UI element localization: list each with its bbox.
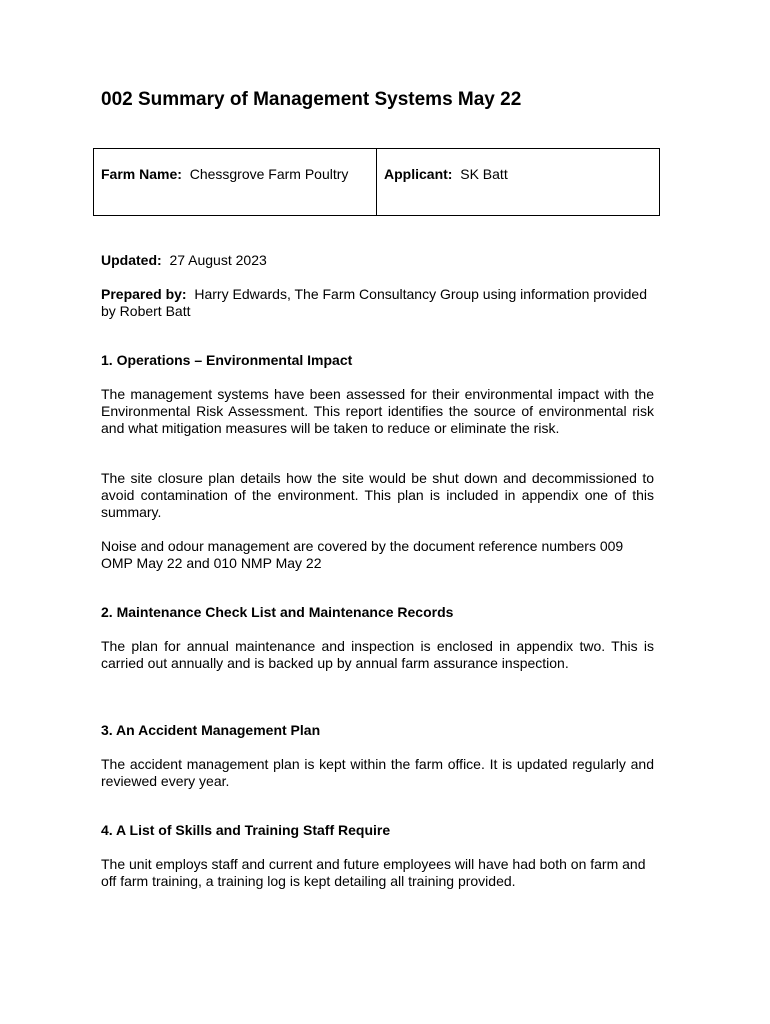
updated-label: Updated:	[101, 252, 162, 268]
prepared-by-line	[101, 286, 654, 320]
prepared-by-value: Harry Edwards, The Farm Consultancy Group using information provided by Robert Batt	[101, 286, 647, 319]
farm-name-cell	[94, 149, 377, 215]
prepared-by-label: Prepared by:	[101, 286, 187, 302]
section-2-heading: 2. Maintenance Check List and Maintenance Records	[101, 604, 454, 620]
section-1-paragraph-2: The site closure plan details how the site would be shut down and decommissioned to avoid contamination of the environment. This plan is included in appendix one of this summary.	[101, 470, 654, 520]
applicant-value: SK Batt	[460, 166, 508, 182]
info-table	[93, 148, 660, 216]
section-1-paragraph-3: Noise and odour management are covered by the document reference numbers 009 OMP May 22 and 010 NMP May 22	[101, 538, 624, 571]
applicant-label: Applicant:	[384, 166, 453, 182]
section-2-paragraph-1: The plan for annual maintenance and inspection is enclosed in appendix two. This is carried out annually and is backed up by annual farm assurance inspection.	[101, 638, 654, 671]
updated-line	[101, 252, 654, 269]
section-1-heading: 1. Operations – Environmental Impact	[101, 352, 353, 368]
section-3-heading: 3. An Accident Management Plan	[101, 722, 321, 738]
section-4-heading: 4. A List of Skills and Training Staff Require	[101, 822, 391, 838]
section-1-paragraph-1: The management systems have been assessed for their environmental impact with the Environmental Risk Assessment. This report identifies the source of environmental risk and what mitigation measures will be taken to reduce or eliminate the risk.	[101, 386, 654, 436]
farm-name-label: Farm Name:	[101, 166, 182, 182]
applicant-cell	[377, 149, 659, 215]
updated-value: 27 August 2023	[169, 252, 267, 268]
section-3-paragraph-1: The accident management plan is kept within the farm office. It is updated regularly and reviewed every year.	[101, 756, 654, 789]
farm-name-value: Chessgrove Farm Poultry	[189, 166, 349, 182]
section-4-paragraph-1: The unit employs staff and current and future employees will have had both on farm and off farm training, a training log is kept detailing all training provided.	[101, 856, 646, 889]
document-title: 002 Summary of Management Systems May 22	[101, 89, 522, 110]
